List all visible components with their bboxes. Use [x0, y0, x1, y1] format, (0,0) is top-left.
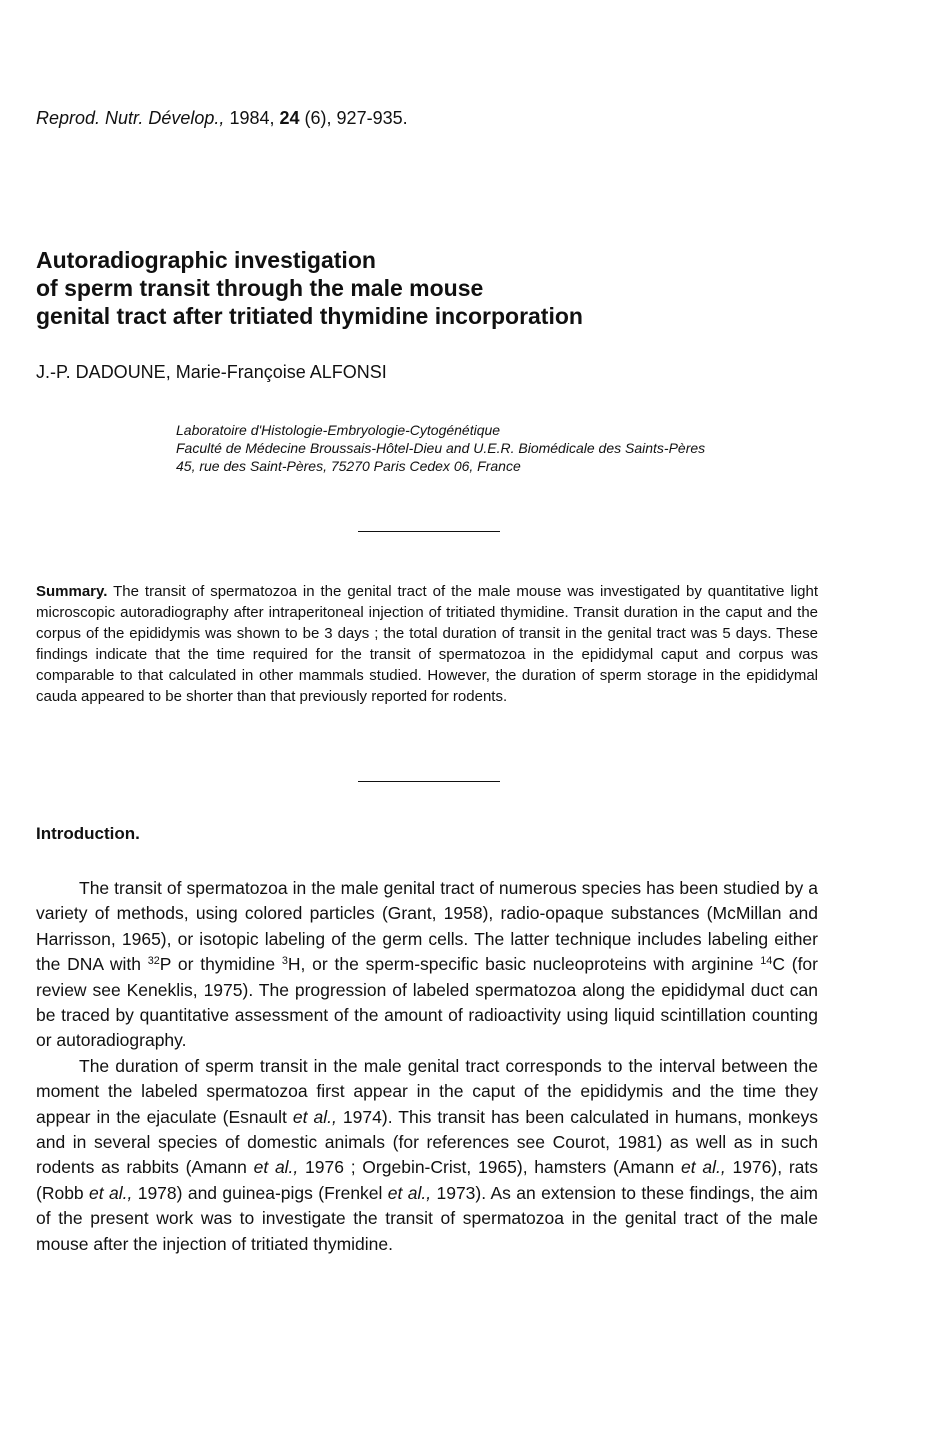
affiliation: [176, 421, 896, 475]
summary: [36, 581, 818, 707]
authors: J.-P. DADOUNE, Marie-Françoise ALFONSI: [36, 362, 387, 382]
separator-rule-top: [358, 531, 500, 532]
title-line: of sperm transit through the male mouse: [36, 275, 484, 301]
superscript: 3: [281, 955, 288, 968]
summary-text: The transit of spermatozoa in the genital tract of the male mouse was investigated by quantitative light microscopic autoradiography after intraperitoneal injection of tritiated thymidine. Transit duration in the caput and the corpus of the epididymis was shown to be 3 days ; the total duration of transit in the genital tract was 5 days. These findings indicate that the time required for the transit of spermatozoa in the epididymal caput and corpus was comparable to that calculated in other mammals studied. However, the duration of sperm storage in the epididymal cauda appeared to be shorter than that previously reported for rodents.: [36, 583, 819, 705]
paragraph: The duration of sperm transit in the male genital tract corresponds to the interval between the moment the labeled spermatozoa first appear in the caput of the epididymis and the time they appear in the ejaculate (Esnault et al., 1974). This transit has been calculated in humans, monkeys and in several species of domestic animals (for references see Courot, 1981) as well as in such rodents as rabbits (Amann et al., 1976 ; Orgebin-Crist, 1965), hamsters (Amann et al., 1976), rats (Robb et al., 1978) and guinea-pigs (Frenkel et al., 1973). As an extension to these findings, the aim of the present work was to investigate the transit of spermatozoa in the genital tract of the male mouse after the injection of tritiated thymidine.: [36, 1055, 818, 1254]
introduction-body: [36, 876, 818, 1257]
citation-et-al: et al.,: [681, 1157, 726, 1178]
journal-year: 1984,: [229, 108, 275, 128]
journal-issue-pages: (6), 927-935.: [304, 108, 408, 128]
journal-reference: [36, 108, 408, 129]
citation-et-al: et al.,: [253, 1157, 299, 1178]
journal-name: Reprod. Nutr. Dévelop.,: [36, 108, 225, 128]
superscript: 14: [760, 955, 773, 968]
affiliation-line: Faculté de Médecine Broussais-Hôtel-Dieu and U.E.R. Biomédicale des Saints-Pères: [176, 440, 706, 456]
affiliation-line: Laboratoire d'Histologie-Embryologie-Cytogénétique: [176, 422, 501, 438]
citation-et-al: et al.,: [387, 1182, 432, 1203]
section-heading-introduction: Introduction.: [36, 824, 140, 843]
citation-et-al: et al.,: [89, 1182, 133, 1203]
journal-volume: 24: [279, 108, 300, 128]
affiliation-line: 45, rue des Saint-Pères, 75270 Paris Cedex 06, France: [176, 458, 521, 474]
title-line: genital tract after tritiated thymidine incorporation: [36, 303, 583, 329]
superscript: 32: [147, 955, 160, 968]
title-line: Autoradiographic investigation: [36, 247, 376, 273]
separator-rule-bottom: [358, 781, 500, 782]
citation-et-al: et al.,: [292, 1106, 337, 1127]
paragraph: The transit of spermatozoa in the male genital tract of numerous species has been studied by a variety of methods, using colored particles (Grant, 1958), radio-opaque substances (McMillan and Harrisson, 1965), or isotopic labeling of the germ cells. The latter technique includes labeling either the DNA with $^{32}$P or thymidine $^3$H, or the sperm-specific basic nucleoproteins with arginine $^{14}$C (for review see Keneklis, 1975). The progression of labeled spermatozoa along the epididymal duct can be traced by quantitative assessment of the amount of radioactivity using liquid scintillation counting or autoradiography.: [36, 878, 818, 1051]
article-title: [36, 246, 896, 330]
summary-label: Summary.: [36, 583, 108, 600]
